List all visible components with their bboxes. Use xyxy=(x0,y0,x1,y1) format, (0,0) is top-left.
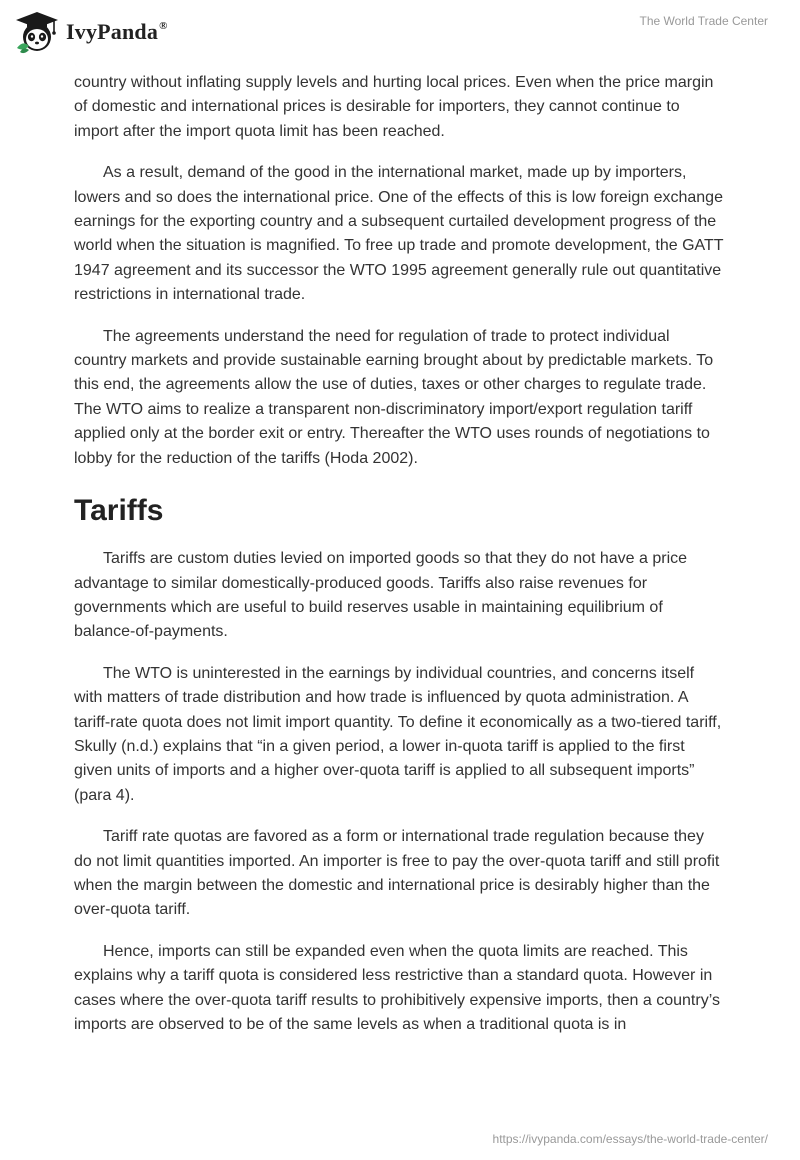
paragraph: The WTO is uninterested in the earnings by individual countries, and concerns itself with matters of trade distribution and how trade is influenced by quota administration. A tariff-rate quota does not limit import quantity. To define it economically as a two-tiered tariff, Skully (n.d.) explains that “in a given period, a lower in-quota tariff is applied to the first given units of imports and a higher over-quota tariff is applied to all subsequent imports” (para 4). xyxy=(74,664,722,804)
paragraph: The agreements understand the need for regulation of trade to protect individual country markets and provide sustainable earning brought about by predictable markets. To this end, the agreements allow the use of duties, taxes or other charges to regulate trade. The WTO aims to realize a transparent non-discriminatory import/export regulation tariff applied only at the border exit or entry. Thereafter the WTO uses rounds of negotiations to lobby for the reduction of the tariffs (Hoda 2002). xyxy=(74,327,714,467)
brand-name: IvyPanda® xyxy=(66,19,168,44)
registered-mark: ® xyxy=(159,20,168,32)
source-url[interactable]: https://ivypanda.com/essays/the-world-trade-center/ xyxy=(492,1132,768,1146)
paragraph: As a result, demand of the good in the international market, made up by importers, lowers and so does the international price. One of the effects of this is low foreign exchange earnings for the exporting country and a subsequent curtailed development progress of the world when the situation is magnified. To free up trade and promote development, the GATT 1947 agreement and its successor the WTO 1995 agreement generally rule out quantitative restrictions in international trade. xyxy=(74,164,724,304)
essay-content xyxy=(74,70,724,1054)
document-title: The World Trade Center xyxy=(639,14,768,28)
panda-graduate-icon xyxy=(14,10,60,54)
page-header xyxy=(0,0,800,70)
paragraph: country without inflating supply levels and hurting local prices. Even when the price margin of domestic and international prices is desirable for importers, they cannot continue to import after the import quota limit has been reached. xyxy=(74,74,714,140)
paragraph: Hence, imports can still be expanded even when the quota limits are reached. This explains why a tariff quota is considered less restrictive than a standard quota. However in cases where the over-quota tariff results to prohibitively expensive imports, then a country’s imports are observed to be of the same levels as when a traditional quota is in xyxy=(74,942,720,1033)
ivypanda-logo[interactable] xyxy=(14,10,168,54)
section-heading: Tariffs xyxy=(74,494,164,528)
paragraph: Tariffs are custom duties levied on imported goods so that they do not have a price advantage to similar domestically-produced goods. Tariffs also raise revenues for governments which are useful to build reserves usable in maintaining equilibrium of balance-of-payments. xyxy=(74,550,688,641)
paragraph: Tariff rate quotas are favored as a form or international trade regulation because they do not limit quantities imported. An importer is free to pay the over-quota tariff and still profit when the margin between the domestic and international price is desirably higher than the over-quota tariff. xyxy=(74,828,720,919)
